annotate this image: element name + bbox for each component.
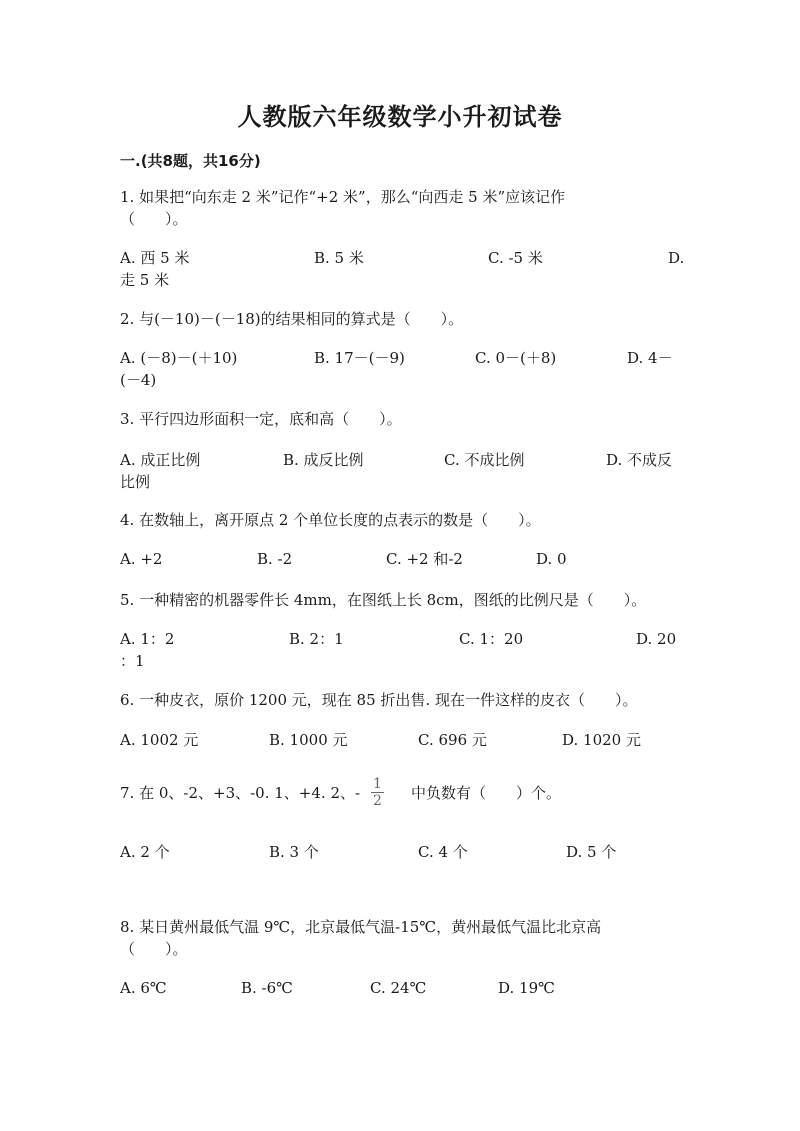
question-5-stem: 5. 一种精密的机器零件长 4mm，在图纸上长 8cm，图纸的比例尺是（ ）。 [120, 591, 647, 609]
question-6-option-d: D. 1020 元 [562, 731, 641, 749]
question-3-stem: 3. 平行四边形面积一定，底和高（ ）。 [120, 410, 402, 428]
question-6-stem: 6. 一种皮衣，原价 1200 元，现在 85 折出售. 现在一件这样的皮衣（ ）。 [120, 691, 638, 709]
question-4-option-b: B. -2 [257, 550, 293, 568]
fraction-one-half [371, 776, 384, 809]
question-7-stem-part2: 中负数有（ ）个。 [411, 784, 562, 802]
question-8-stem: 8. 某日黄州最低气温 9℃，北京最低气温-15℃，黄州最低气温比北京高 [120, 918, 602, 936]
question-4-option-c: C. +2 和-2 [386, 550, 463, 568]
question-6-option-c: C. 696 元 [418, 731, 487, 749]
section-heading: 一.(共8题，共16分) [120, 152, 261, 170]
question-7-stem-part1: 7. 在 0、-2、+3、-0. 1、+4. 2、- [120, 784, 361, 802]
question-8-option-d: D. 19℃ [498, 979, 555, 997]
question-5-option-b: B. 2：1 [289, 630, 344, 648]
question-7-option-b: B. 3 个 [269, 843, 319, 861]
question-6-option-b: B. 1000 元 [269, 731, 348, 749]
question-3-option-d-wrap: 比例 [120, 473, 151, 491]
question-2-option-d-wrap: (－4) [120, 371, 157, 389]
question-4-option-a: A. +2 [120, 550, 163, 568]
question-3-option-c: C. 不成比例 [444, 451, 525, 469]
page-title: 人教版六年级数学小升初试卷 [237, 103, 563, 131]
question-7-option-d: D. 5 个 [566, 843, 617, 861]
question-8-option-a: A. 6℃ [120, 979, 167, 997]
question-7-option-a: A. 2 个 [120, 843, 170, 861]
question-1-option-c: C. -5 米 [488, 249, 543, 267]
question-1-stem-cont: （ ）。 [120, 210, 188, 228]
question-3-option-d: D. 不成反 [606, 451, 673, 469]
question-1-option-d: D. [668, 249, 685, 267]
question-3-option-b: B. 成反比例 [283, 451, 364, 469]
question-8-stem-cont: （ ）。 [120, 940, 188, 958]
question-2-option-d: D. 4－ [627, 349, 673, 367]
question-1-option-a: A. 西 5 米 [120, 249, 190, 267]
question-5-option-c: C. 1：20 [459, 630, 524, 648]
question-6-option-a: A. 1002 元 [120, 731, 199, 749]
fraction-numerator: 1 [373, 776, 382, 792]
question-2-option-b: B. 17－(－9) [314, 349, 405, 367]
question-8-option-b: B. -6℃ [241, 979, 293, 997]
question-2-stem: 2. 与(－10)－(－18)的结果相同的算式是（ ）。 [120, 310, 464, 328]
question-2-option-a: A. (－8)－(＋10) [120, 349, 238, 367]
question-4-stem: 4. 在数轴上，离开原点 2 个单位长度的点表示的数是（ ）。 [120, 511, 541, 529]
question-3-option-a: A. 成正比例 [120, 451, 201, 469]
question-5-option-d-wrap: ：1 [120, 652, 145, 670]
question-2-option-c: C. 0－(＋8) [475, 349, 557, 367]
question-1-option-d-wrap: 走 5 米 [120, 271, 170, 289]
question-1-option-b: B. 5 米 [314, 249, 364, 267]
question-5-option-a: A. 1：2 [120, 630, 175, 648]
question-8-option-c: C. 24℃ [370, 979, 427, 997]
fraction-denominator: 2 [373, 793, 382, 809]
question-4-option-d: D. 0 [536, 550, 567, 568]
question-7-option-c: C. 4 个 [418, 843, 468, 861]
question-1-stem: 1. 如果把“向东走 2 米”记作“+2 米”，那么“向西走 5 米”应该记作 [120, 188, 566, 206]
question-5-option-d: D. 20 [636, 630, 677, 648]
